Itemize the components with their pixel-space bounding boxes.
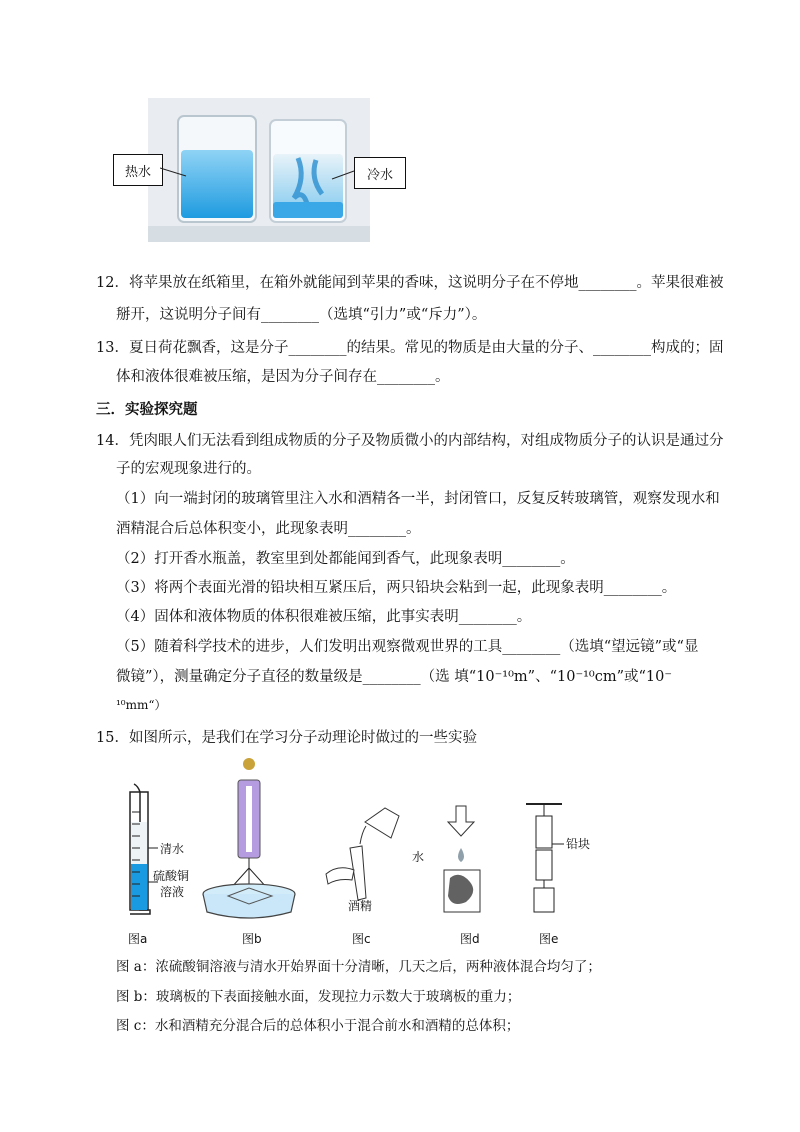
fig-a-caption: 图a xyxy=(128,932,148,946)
cold-pointer xyxy=(330,163,356,183)
fig-a-label-copper: 硫酸铜 xyxy=(153,869,190,883)
fig-e-apparatus xyxy=(526,804,564,912)
fig-c-caption: 图c xyxy=(352,932,371,946)
fig-c-label-alcohol: 酒精 xyxy=(348,899,373,913)
fig-a-cylinder xyxy=(130,784,158,914)
q14-line1: 14．凭肉眼人们无法看到组成物质的分子及物质微小的内部结构，对组成物质分子的认识是通过分 xyxy=(96,433,724,449)
fig-a-label-solution: 溶液 xyxy=(160,885,185,899)
hot-pointer xyxy=(160,160,190,180)
q14-part2: （2）打开香水瓶盖，教室里到处都能闻到香气，此现象表明________。 xyxy=(116,551,575,567)
q14-part1-a: （1）向一端封闭的玻璃管里注入水和酒精各一半，封闭管口，反复反转玻璃管，观察发现水和 xyxy=(116,491,720,507)
q14-part5-c: ¹⁰mm“） xyxy=(116,698,167,712)
fig-b-description: 图 b：玻璃板的下表面接触水面，发现拉力示数大于玻璃板的重力； xyxy=(116,989,521,1005)
cold-water-label: 冷水 xyxy=(354,157,406,189)
fig-e-label-lead: 铅块 xyxy=(566,837,591,851)
q12-line1: 12．将苹果放在纸箱里，在箱外就能闻到苹果的香味，这说明分子在不停地________。苹果很难被 xyxy=(96,275,724,291)
q13-line1: 13．夏日荷花飘香，这是分子________的结果。常见的物质是由大量的分子、________构成的；固 xyxy=(96,340,724,356)
fig-b-apparatus xyxy=(203,758,295,918)
fig-a-description: 图 a：浓硫酸铜溶液与清水开始界面十分清晰，几天之后，两种液体混合均匀了； xyxy=(116,959,601,975)
q14-part4: （4）固体和液体物质的体积很难被压缩，此事实表明________。 xyxy=(116,609,532,625)
q14-part1-b: 酒精混合后总体积变小，此现象表明________。 xyxy=(116,521,421,537)
q12-line2: 掰开，这说明分子间有________（选填“引力”或“斥力”）。 xyxy=(116,307,487,323)
fig-c-label-water: 水 xyxy=(412,850,425,864)
q14-part3: （3）将两个表面光滑的铅块相互紧压后，两只铅块会粘到一起，此现象表明________。 xyxy=(116,580,677,596)
fig-c-description: 图 c：水和酒精充分混合后的总体积小于混合前水和酒精的总体积； xyxy=(116,1018,520,1034)
fig-d-apparatus xyxy=(444,806,480,912)
fig-b-caption: 图b xyxy=(242,932,262,946)
q14-part5-a: （5）随着科学技术的进步，人们发明出观察微观世界的工具________（选填“望远镜”或“显 xyxy=(116,639,699,655)
hot-water-label: 热水 xyxy=(113,154,163,186)
q14-line2: 子的宏观现象进行的。 xyxy=(116,461,261,477)
fig-a-label-water: 清水 xyxy=(160,842,185,856)
q15-line1: 15．如图所示，是我们在学习分子动理论时做过的一些实验 xyxy=(96,730,477,746)
q13-line2: 体和液体很难被压缩，是因为分子间存在________。 xyxy=(116,369,450,385)
q14-part5-b: 微镜”），测量确定分子直径的数量级是________（选 填“10⁻¹⁰m”、“10⁻¹⁰cm”或“10⁻ xyxy=(116,669,673,685)
fig-e-caption: 图e xyxy=(539,932,559,946)
section-heading: 三．实验探究题 xyxy=(96,402,198,418)
fig-c-apparatus xyxy=(326,808,399,900)
fig-d-caption: 图d xyxy=(460,932,480,946)
